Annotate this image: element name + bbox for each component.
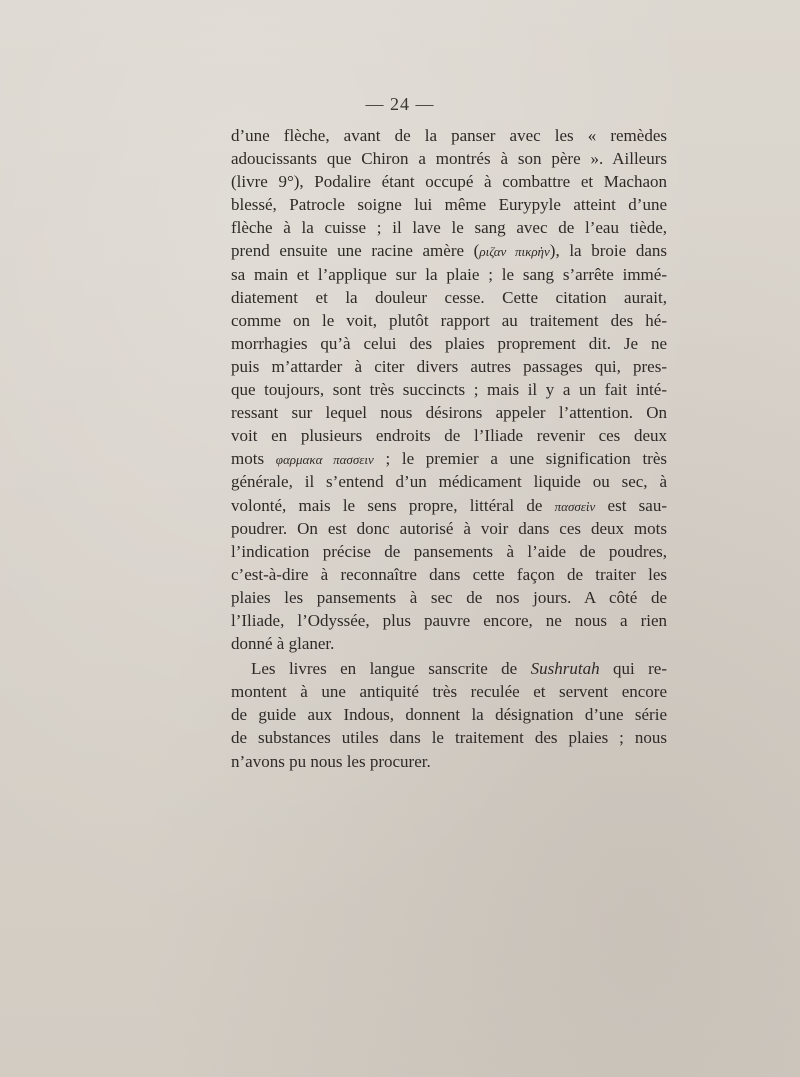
text-line (231, 563, 667, 586)
text-segment: montent à une antiquité très reculée et servent encore (231, 682, 667, 702)
italic-term: Sushrutah (530, 659, 600, 679)
text-segment: diatement et la douleur cesse. Cette citation aurait, (231, 287, 667, 307)
text-line (231, 680, 667, 703)
greek-term: φαρμακα πασσειν (275, 452, 374, 468)
greek-term: ριζαν πικρὴν (479, 244, 550, 260)
text-segment: (livre 9°), Podalire étant occupé à combattre et Machaon (231, 172, 667, 192)
text-line (231, 216, 667, 239)
text-line (231, 147, 667, 170)
text-segment: morrhagies qu’à celui des plaies proprement dit. Je ne (231, 333, 667, 353)
text-line (231, 494, 667, 517)
text-segment: n’avons pu nous les procurer. (231, 751, 431, 771)
text-line (231, 447, 667, 470)
text-segment: comme on le voit, plutôt rapport au traitement des hé- (231, 310, 667, 330)
body-text (231, 124, 667, 773)
text-segment: plaies les pansements à sec de nos jours. A côté de (231, 587, 667, 607)
text-line (231, 263, 667, 286)
text-segment: l’indication précise de pansements à l’aide de poudres, (231, 541, 667, 561)
text-segment: est sau- (595, 495, 667, 515)
greek-term: πασσεὶν (554, 498, 596, 514)
text-line (231, 170, 667, 193)
text-segment: c’est-à-dire à reconnaître dans cette façon de traiter les (231, 564, 667, 584)
text-segment: Les livres en langue sanscrite de (251, 659, 531, 679)
text-segment: l’Iliade, l’Odyssée, plus pauvre encore, ne nous a rien (231, 610, 667, 630)
text-line (231, 609, 667, 632)
paragraph (231, 657, 667, 772)
text-segment: ), la broie dans (549, 241, 667, 261)
text-segment: voit en plusieurs endroits de l’Iliade revenir ces deux (231, 426, 667, 446)
text-segment: puis m’attarder à citer divers autres passages qui, pres- (231, 356, 667, 376)
text-line (231, 401, 667, 424)
text-segment: poudrer. On est donc autorisé à voir dans ces deux mots (231, 518, 667, 538)
text-line (231, 632, 667, 655)
text-segment: donné à glaner. (231, 634, 335, 654)
text-segment: générale, il s’entend d’un médicament liquide ou sec, à (231, 472, 667, 492)
text-line (231, 703, 667, 726)
text-segment: flèche à la cuisse ; il lave le sang avec de l’eau tiède, (231, 218, 667, 238)
text-line (231, 586, 667, 609)
text-segment: qui re- (599, 659, 667, 679)
page-number: — 24 — (365, 94, 435, 114)
text-line (231, 332, 667, 355)
text-segment: prend ensuite une racine amère ( (231, 241, 480, 261)
text-line (231, 239, 667, 262)
text-segment: sa main et l’applique sur la plaie ; le sang s’arrête immé- (231, 264, 667, 284)
text-line (231, 750, 667, 773)
text-line (231, 193, 667, 216)
text-line (231, 286, 667, 309)
text-line (231, 540, 667, 563)
text-segment: mots (231, 449, 276, 469)
text-line (231, 517, 667, 540)
text-segment: de guide aux Indous, donnent la désignation d’une série (231, 705, 667, 725)
text-line (231, 424, 667, 447)
text-segment: d’une flèche, avant de la panser avec les « remèdes (231, 126, 667, 145)
text-line (231, 124, 667, 147)
paragraph (231, 124, 667, 655)
text-segment: volonté, mais le sens propre, littéral de (231, 495, 555, 515)
text-line (231, 657, 667, 680)
text-line (231, 355, 667, 378)
text-segment: adoucissants que Chiron a montrés à son père ». Ailleurs (231, 149, 667, 169)
text-line (231, 309, 667, 332)
text-segment: de substances utiles dans le traitement des plaies ; nous (231, 728, 667, 748)
text-segment: blessé, Patrocle soigne lui même Eurypyle atteint d’une (231, 195, 667, 215)
text-line (231, 726, 667, 749)
text-segment: ressant sur lequel nous désirons appeler l’attention. On (231, 403, 667, 423)
text-segment: que toujours, sont très succincts ; mais il y a un fait inté- (231, 380, 667, 400)
text-segment: ; le premier a une signification très (373, 449, 667, 469)
text-line (231, 470, 667, 493)
text-line (231, 378, 667, 401)
